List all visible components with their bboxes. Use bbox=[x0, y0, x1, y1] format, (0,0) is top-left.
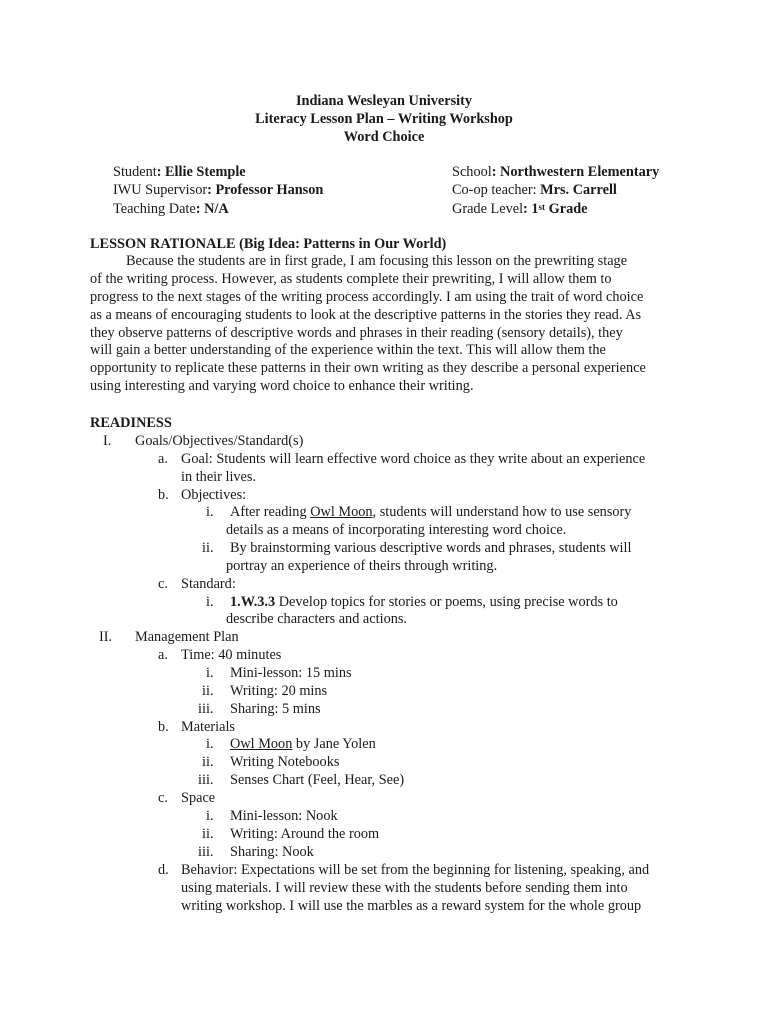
list-numeral: i. bbox=[206, 504, 214, 520]
space-title: Space bbox=[181, 790, 216, 806]
standard-text: 1.W.3.3 Develop topics for stories or poems, using precise words to bbox=[230, 594, 618, 610]
student-value: : Ellie Stemple bbox=[156, 164, 246, 180]
objective-text: After reading Owl Moon, students will understand how to use sensory bbox=[230, 504, 632, 520]
management-section-title: Management Plan bbox=[135, 629, 239, 645]
rationale-line: using interesting and varying word choice to enhance their writing. bbox=[90, 378, 474, 395]
list-letter: a. bbox=[158, 647, 168, 663]
grade-level-line bbox=[452, 201, 588, 219]
student-line bbox=[113, 164, 246, 182]
objective-text: portray an experience of theirs through writing. bbox=[226, 558, 498, 574]
rationale-line: progress to the next stages of the writing process accordingly. I am using the trait of word choice bbox=[90, 288, 644, 305]
space-item: Sharing: Nook bbox=[230, 844, 314, 860]
time-item: Writing: 20 mins bbox=[230, 683, 328, 699]
list-letter: d. bbox=[158, 862, 169, 878]
standard-text: describe characters and actions. bbox=[226, 611, 408, 627]
coop-teacher-line bbox=[452, 182, 617, 200]
rationale-line: opportunity to replicate these patterns in their own writing as they describe a personal experience bbox=[90, 360, 646, 377]
list-letter: b. bbox=[158, 719, 169, 735]
material-item: Senses Chart (Feel, Hear, See) bbox=[230, 772, 405, 788]
rationale-line: they observe patterns of descriptive words and phrases in their reading (sensory details), they bbox=[90, 324, 623, 341]
time-item: Mini-lesson: 15 mins bbox=[230, 665, 352, 681]
topic-title: Word Choice bbox=[343, 129, 425, 145]
material-item: Owl Moon by Jane Yolen bbox=[230, 736, 376, 752]
supervisor-label: IWU Supervisor bbox=[113, 182, 208, 198]
readiness-heading: READINESS bbox=[90, 415, 172, 431]
time-title: Time: 40 minutes bbox=[181, 647, 282, 663]
list-numeral: i. bbox=[206, 665, 214, 681]
supervisor-value: : Professor Hanson bbox=[207, 182, 324, 198]
rationale-paragraph bbox=[90, 253, 678, 396]
list-numeral: iii. bbox=[198, 772, 214, 788]
rationale-line: as a means of encouraging students to look at the descriptive patterns in the stories they read. As bbox=[90, 306, 642, 323]
list-numeral: ii. bbox=[202, 754, 214, 770]
list-letter: a. bbox=[158, 451, 168, 467]
list-numeral: iii. bbox=[198, 844, 214, 860]
behavior-text: using materials. I will review these with the students before sending them into bbox=[181, 880, 628, 896]
list-numeral: ii. bbox=[202, 540, 214, 556]
book-title: Owl Moon bbox=[230, 736, 293, 752]
objectives-title: Objectives: bbox=[181, 487, 247, 503]
list-numeral: i. bbox=[206, 736, 214, 752]
behavior-text: Behavior: Expectations will be set from the beginning for listening, speaking, and bbox=[181, 862, 650, 878]
objective-text: By brainstorming various descriptive words and phrases, students will bbox=[230, 540, 632, 556]
goal-text: in their lives. bbox=[181, 469, 257, 485]
university-title: Indiana Wesleyan University bbox=[295, 93, 473, 109]
list-numeral: ii. bbox=[202, 683, 214, 699]
list-numeral: iii. bbox=[198, 701, 214, 717]
coop-teacher-value: Mrs. Carrell bbox=[540, 182, 617, 198]
standard-title: Standard: bbox=[181, 576, 236, 592]
space-item: Mini-lesson: Nook bbox=[230, 808, 338, 824]
supervisor-line bbox=[113, 182, 323, 200]
behavior-text: writing workshop. I will use the marbles as a reward system for the whole group bbox=[181, 898, 642, 914]
school-label: School bbox=[452, 164, 492, 180]
teaching-date-value: : N/A bbox=[195, 201, 229, 217]
teaching-date-label: Teaching Date bbox=[113, 201, 196, 217]
list-numeral: ii. bbox=[202, 826, 214, 842]
coop-teacher-label: Co-op teacher: bbox=[452, 182, 541, 198]
time-item: Sharing: 5 mins bbox=[230, 701, 321, 717]
materials-title: Materials bbox=[181, 719, 235, 735]
section-number: II. bbox=[99, 629, 113, 645]
space-item: Writing: Around the room bbox=[230, 826, 380, 842]
teaching-date-line bbox=[113, 201, 229, 219]
book-title: Owl Moon bbox=[310, 504, 373, 520]
grade-level-value: : 1st Grade bbox=[523, 201, 588, 217]
school-line bbox=[452, 164, 659, 182]
section-number: I. bbox=[103, 433, 112, 449]
objective-text: details as a means of incorporating interesting word choice. bbox=[226, 522, 567, 538]
lesson-plan-title: Literacy Lesson Plan – Writing Workshop bbox=[255, 111, 513, 127]
list-numeral: i. bbox=[206, 594, 214, 610]
rationale-line: of the writing process. However, as students complete their prewriting, I will allow them to bbox=[90, 270, 612, 287]
standard-code: 1.W.3.3 bbox=[230, 594, 276, 610]
rationale-line: Because the students are in first grade, I am focusing this lesson on the prewriting stage bbox=[126, 253, 628, 269]
material-item: Writing Notebooks bbox=[230, 754, 340, 770]
student-label: Student bbox=[113, 164, 157, 180]
list-numeral: i. bbox=[206, 808, 214, 824]
grade-level-label: Grade Level bbox=[452, 201, 524, 217]
goal-text: Goal: Students will learn effective word choice as they write about an experience bbox=[181, 451, 646, 467]
rationale-line: will gain a better understanding of the experience within the text. This will allow them the bbox=[90, 342, 606, 359]
goals-section-title: Goals/Objectives/Standard(s) bbox=[135, 433, 304, 449]
list-letter: b. bbox=[158, 487, 169, 503]
list-letter: c. bbox=[158, 576, 168, 592]
school-value: : Northwestern Elementary bbox=[491, 164, 660, 180]
list-letter: c. bbox=[158, 790, 168, 806]
rationale-heading: LESSON RATIONALE (Big Idea: Patterns in Our World) bbox=[90, 236, 447, 252]
